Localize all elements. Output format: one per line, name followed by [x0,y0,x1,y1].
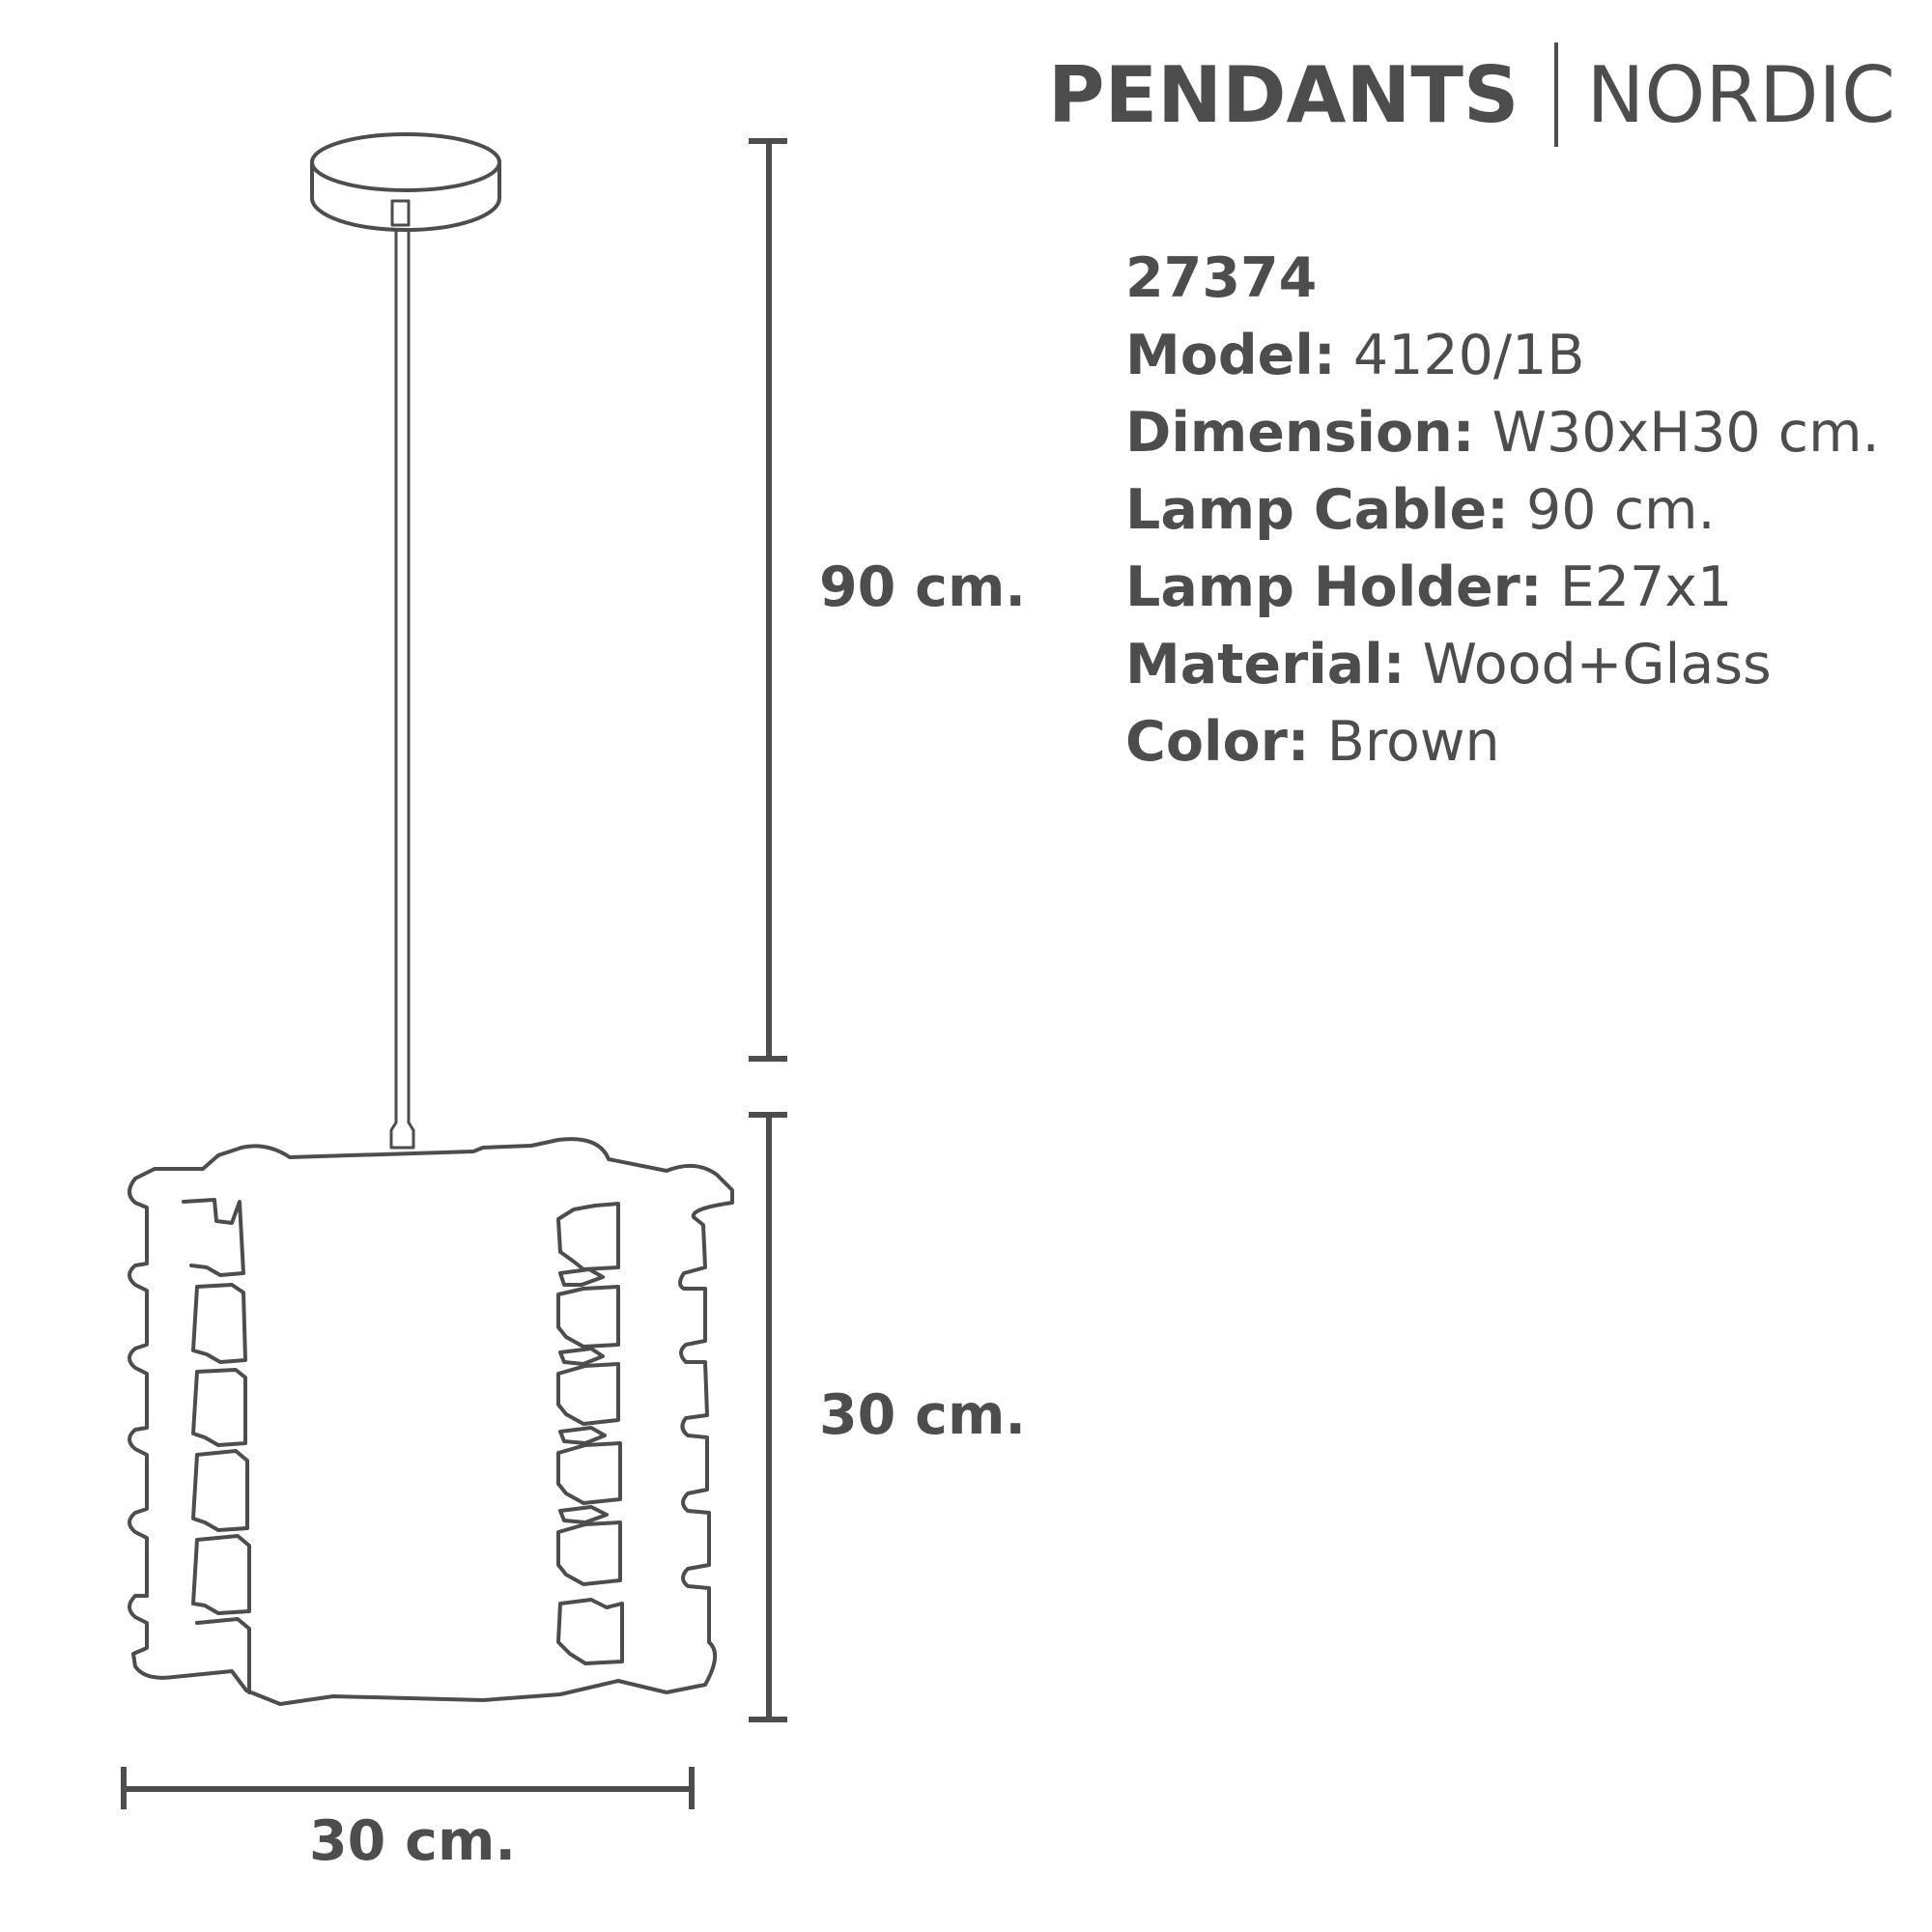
ceiling-canopy [312,134,499,230]
product-code: 27374 [1125,246,1318,310]
cable-length-dimension-marker [752,141,784,1059]
lamp-shade [129,1139,732,1704]
header-divider [1554,43,1558,147]
spec-value: E27x1 [1559,555,1733,619]
shade-height-dimension-marker [752,1115,784,1719]
spec-row-color [1125,703,1880,781]
shade-height-label: 30 cm. [819,1383,1027,1447]
shade-width-label: 30 cm. [309,1809,517,1873]
category-title: PENDANTS [1047,49,1520,140]
spec-row-dimension [1125,394,1880,471]
spec-label: Dimension: [1125,401,1475,465]
spec-value: Wood+Glass [1422,633,1772,696]
series-title: NORDIC [1586,49,1895,140]
suspension-cable [391,230,413,1148]
spec-value: 90 cm. [1526,478,1716,542]
spec-row-lamp-holder [1125,549,1880,626]
spec-row-material [1125,626,1880,703]
spec-label: Lamp Holder: [1125,555,1543,619]
shade-width-dimension-marker [124,1770,692,1806]
spec-label: Color: [1125,710,1310,774]
cable-length-label: 90 cm. [819,555,1027,619]
spec-label: Lamp Cable: [1125,478,1509,542]
spec-value: 4120/1B [1352,324,1585,387]
spec-label: Material: [1125,633,1406,696]
spec-list [1125,240,1880,781]
spec-label: Model: [1125,324,1336,387]
catalog-header [1048,46,1895,143]
spec-value: Brown [1326,710,1500,774]
spec-row-model [1125,317,1880,394]
spec-value: W30xH30 cm. [1492,401,1880,465]
spec-row-lamp-cable [1125,471,1880,549]
